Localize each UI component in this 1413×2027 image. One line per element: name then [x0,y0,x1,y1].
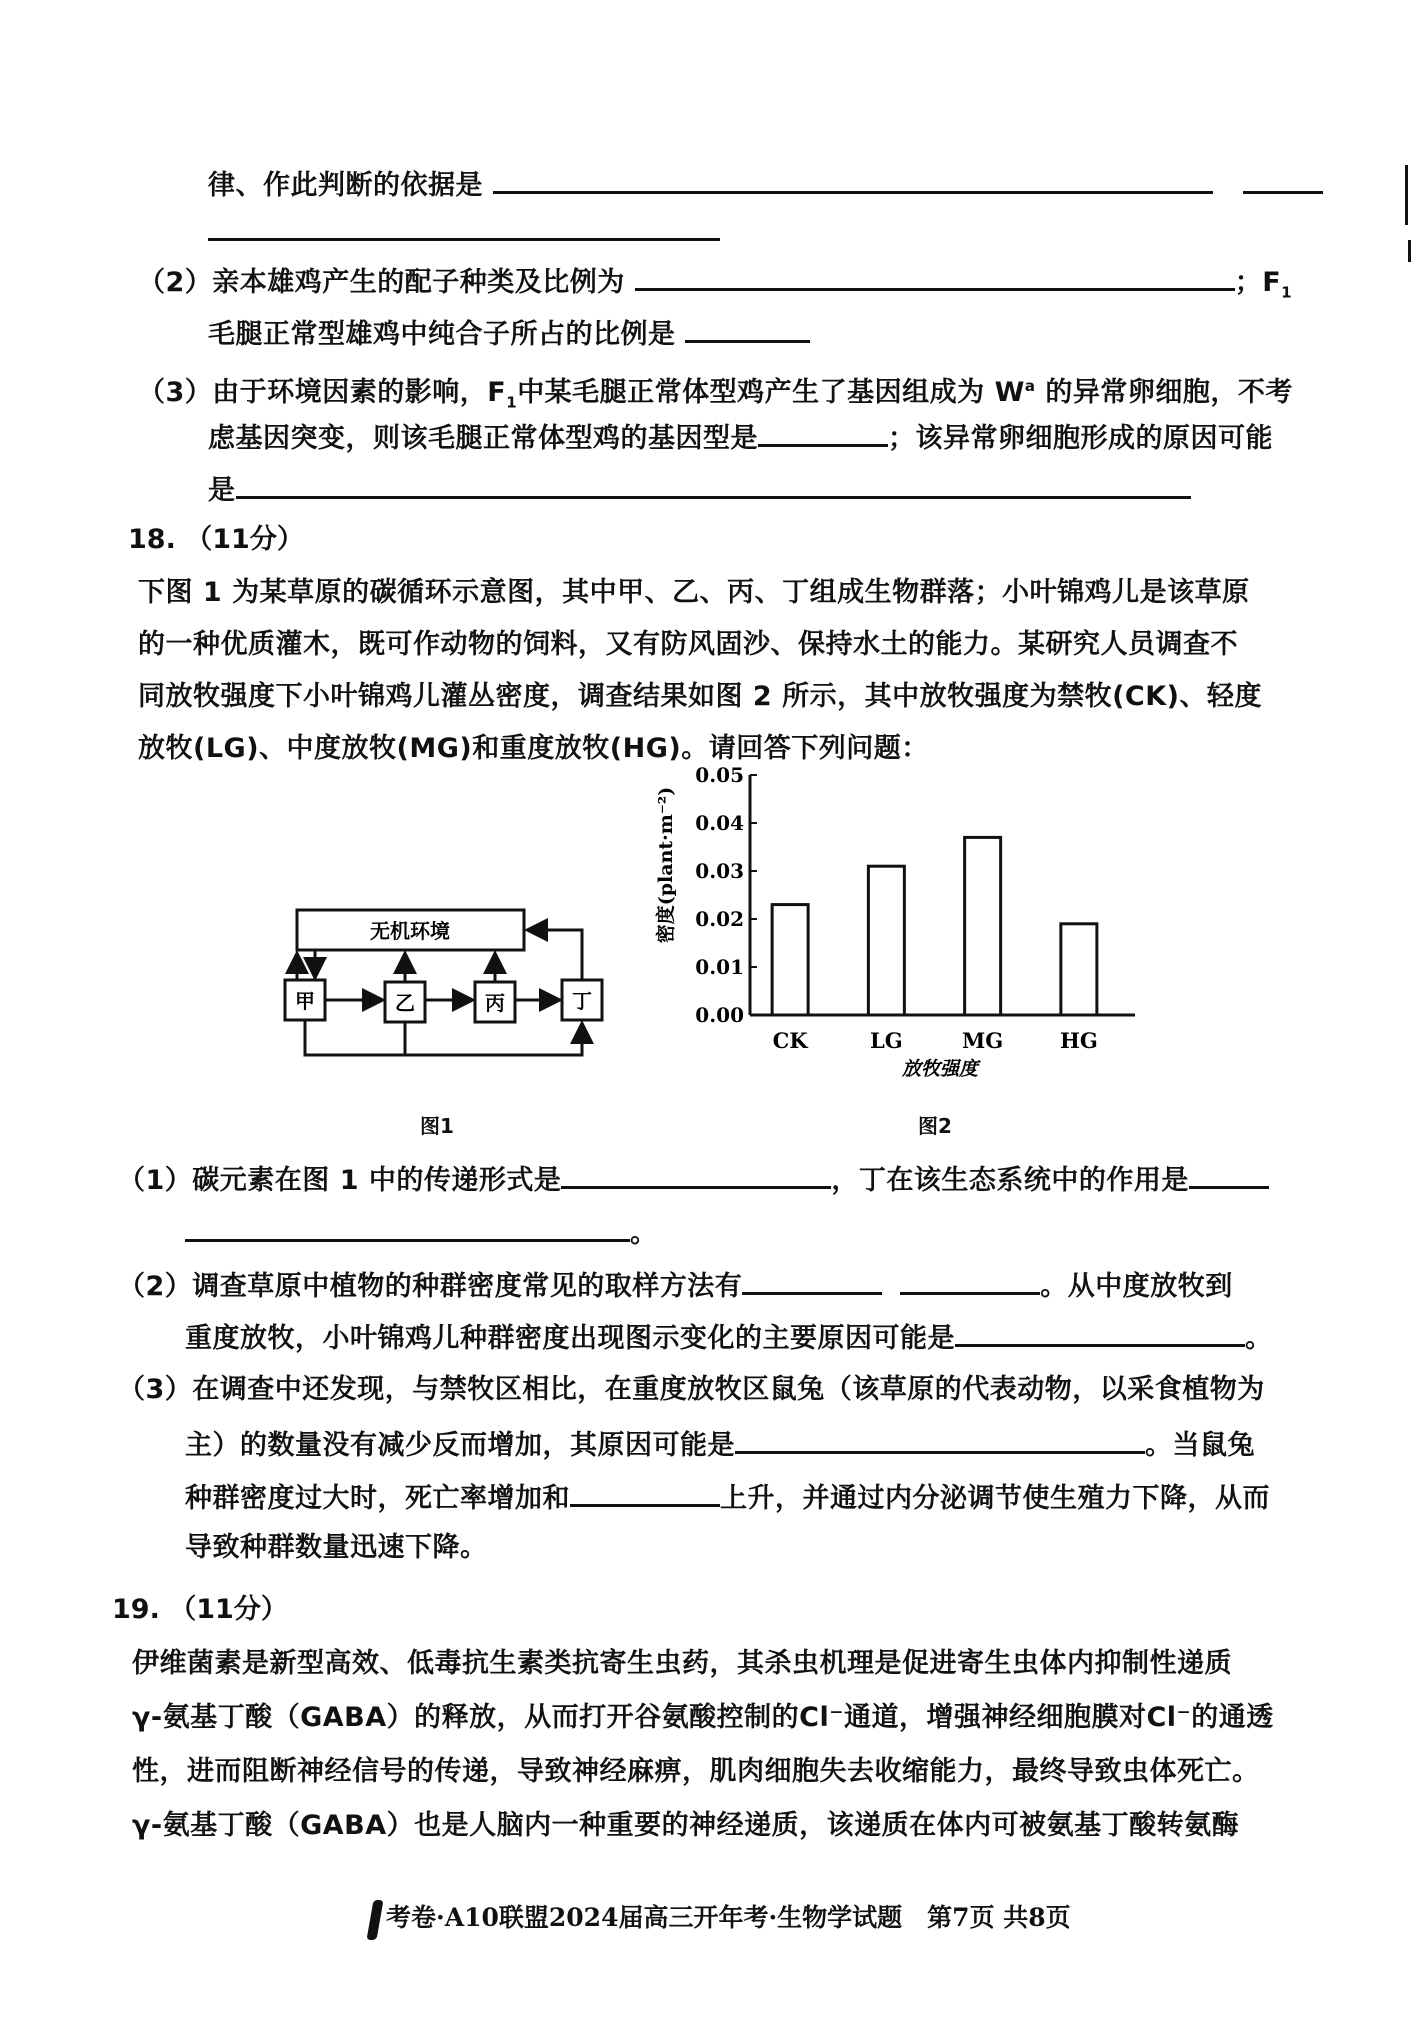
chart-y-tick-label: 0.03 [695,859,744,883]
q18-part3-line4-text: 导致种群数量迅速下降。 [185,1532,488,1563]
question-number: 18. [128,524,176,555]
q19-line: γ-氨基丁酸（GABA）也是人脑内一种重要的神经递质，该递质在体内可被氨基丁酸转氨酶 [132,1810,1240,1841]
answer-blank[interactable] [955,1318,1245,1347]
chart-y-tick-label: 0.04 [695,811,744,835]
question-score: （11分） [169,1594,288,1625]
node-ding-label: 丁 [572,989,592,1013]
q19-line: 性，进而阻断神经信号的传递，导致神经麻痹，肌肉细胞失去收缩能力，最终导致虫体死亡。 [132,1756,1260,1787]
q18-part1-line2 [185,1213,658,1252]
chart-bar-ck [772,905,808,1015]
q18-part3-line3 [185,1478,1270,1517]
q18-part1-line1 [118,1160,1269,1199]
part-label: （3） [118,1374,193,1405]
chart-x-tick-label: HG [1059,1028,1098,1053]
answer-blank[interactable] [561,1160,831,1189]
part-label: （3） [138,377,213,408]
q18-part2-text-b: 。从中度放牧到 [1040,1271,1233,1302]
q18-part2-line2 [185,1318,1273,1357]
period: 。 [630,1218,658,1249]
q17-line1-text: 律、作此判断的依据是 [208,170,483,201]
figure2-caption: 图2 [918,1114,952,1138]
q17-line1 [208,165,1323,204]
footer-text: 考卷·A10联盟2024届高三开年考·生物学试题 第7页 共8页 [386,1903,1071,1932]
chart-y-tick-label: 0.01 [695,955,744,979]
figure2-bar-chart [640,750,1150,1090]
figure1-caption: 图1 [420,1114,454,1138]
answer-blank[interactable] [1189,1160,1269,1189]
q17-part3-text-a: 由于环境因素的影响，F [212,377,507,408]
answer-blank[interactable] [493,165,1213,194]
q17-part2-line1 [138,262,1292,310]
q18-header [128,522,304,558]
q18-part1-text-a: 碳元素在图 1 中的传递形式是 [192,1165,562,1196]
answer-blank[interactable] [742,1266,882,1295]
question-number: 19. [112,1594,160,1625]
q17-part3-text-c: 的异常卵细胞，不考 [1035,377,1293,408]
q17-part2-line2-text: 毛腿正常型雄鸡中纯合子所占的比例是 [208,319,676,350]
q18-intro-line: 放牧(LG)、中度放牧(MG)和重度放牧(HG)。请回答下列问题： [138,733,929,764]
q18-part2-line1 [118,1266,1233,1305]
q18-part1-text-b: ，丁在该生态系统中的作用是 [831,1165,1189,1196]
q19-line: γ-氨基丁酸（GABA）的释放，从而打开谷氨酸控制的Cl⁻通道，增强神经细胞膜对Cl⁻的通透 [132,1702,1274,1733]
arrow-jia-yi-to-ding [305,1020,582,1055]
arrow-ding-to-env [527,930,582,980]
q18-part2-line2-text: 重度放牧，小叶锦鸡儿种群密度出现图示变化的主要原因可能是 [185,1323,955,1354]
q17-part3-line3 [208,470,1191,509]
answer-blank[interactable] [758,418,888,447]
subscript: 1 [506,393,518,412]
node-yi-label: 乙 [395,991,415,1015]
answer-blank[interactable] [685,314,810,343]
chart-bar-lg [868,866,904,1015]
question-score: （11分） [185,524,304,555]
q17-part3-text-b: 中某毛腿正常体型鸡产生了基因组成为 W [517,377,1025,408]
node-bing-label: 丙 [485,991,505,1015]
answer-blank[interactable] [185,1213,630,1242]
chart-bar-mg [965,837,1001,1015]
superscript: a [1024,377,1036,395]
q18-intro-line: 的一种优质灌木，既可作动物的饲料，又有防风固沙、保持水土的能力。某研究人员调查不 [138,629,1238,660]
q17-part3-line3-text: 是 [208,475,236,506]
answer-blank[interactable] [900,1266,1040,1295]
part-label: （2） [138,267,213,298]
q17-part3-line2 [208,418,1273,457]
chart-x-tick-label: MG [962,1028,1004,1053]
q19-header [112,1592,288,1628]
chart-x-axis-label: 放牧强度 [901,1058,979,1080]
q17-part2-line2 [208,314,810,353]
q17-part3-line2-a: 虑基因突变，则该毛腿正常体型鸡的基因型是 [208,423,758,454]
part-label: （1） [118,1165,193,1196]
q17-part3-line2-b: ；该异常卵细胞形成的原因可能 [888,423,1273,454]
chart-bar-hg [1061,924,1097,1015]
inorganic-environment-label: 无机环境 [370,919,450,943]
q18-part3-line1-text: 在调查中还发现，与禁牧区相比，在重度放牧区鼠兔（该草原的代表动物，以采食植物为 [192,1374,1265,1405]
footer-logo-mark [366,1900,383,1940]
answer-blank-continuation[interactable] [208,238,720,241]
q17-part2-text: 亲本雄鸡产生的配子种类及比例为 [212,267,625,298]
q18-part3-line3-a: 种群密度过大时，死亡率增加和 [185,1483,570,1514]
answer-blank[interactable] [635,262,1235,291]
q18-part3-line3-b: 上升，并通过内分泌调节使生殖力下降，从而 [720,1483,1270,1514]
q18-part2-text-a: 调查草原中植物的种群密度常见的取样方法有 [192,1271,743,1302]
scan-edge-mark [1408,240,1411,262]
chart-y-tick-label: 0.05 [695,763,744,787]
chart-y-tick-label: 0.02 [695,907,744,931]
chart-y-tick-label: 0.00 [695,1003,744,1027]
subscript: 1 [1281,283,1293,302]
q18-part3-line1 [118,1372,1265,1408]
q18-part3-line2-a: 主）的数量没有减少反而增加，其原因可能是 [185,1430,735,1461]
node-jia-label: 甲 [295,989,315,1013]
answer-blank[interactable] [735,1425,1145,1454]
chart-x-tick-label: CK [772,1028,808,1053]
part-label: （2） [118,1271,193,1302]
chart-x-tick-label: LG [870,1028,903,1053]
chart-y-axis-label: 密度(plant·m⁻²) [655,786,677,944]
q18-intro-line: 下图 1 为某草原的碳循环示意图，其中甲、乙、丙、丁组成生物群落；小叶锦鸡儿是该草原 [138,577,1250,608]
page-footer [370,1898,1071,1940]
q18-part3-line2 [185,1425,1255,1464]
q17-part2-tail: ；F [1234,267,1282,298]
q18-part3-line2-b: 。当鼠兔 [1145,1430,1255,1461]
answer-blank[interactable] [570,1478,720,1507]
figure1-carbon-cycle-diagram [280,900,620,1070]
answer-blank[interactable] [1243,165,1323,194]
q19-line: 伊维菌素是新型高效、低毒抗生素类抗寄生虫药，其杀虫机理是促进寄生虫体内抑制性递质 [132,1648,1232,1679]
period: 。 [1245,1323,1273,1354]
q18-intro-line: 同放牧强度下小叶锦鸡儿灌丛密度，调查结果如图 2 所示，其中放牧强度为禁牧(CK)、轻度 [138,681,1263,712]
q18-part3-line4 [185,1530,488,1566]
scan-edge-mark [1405,165,1408,225]
answer-blank[interactable] [236,470,1191,499]
q17-part3-line1 [138,368,1293,420]
